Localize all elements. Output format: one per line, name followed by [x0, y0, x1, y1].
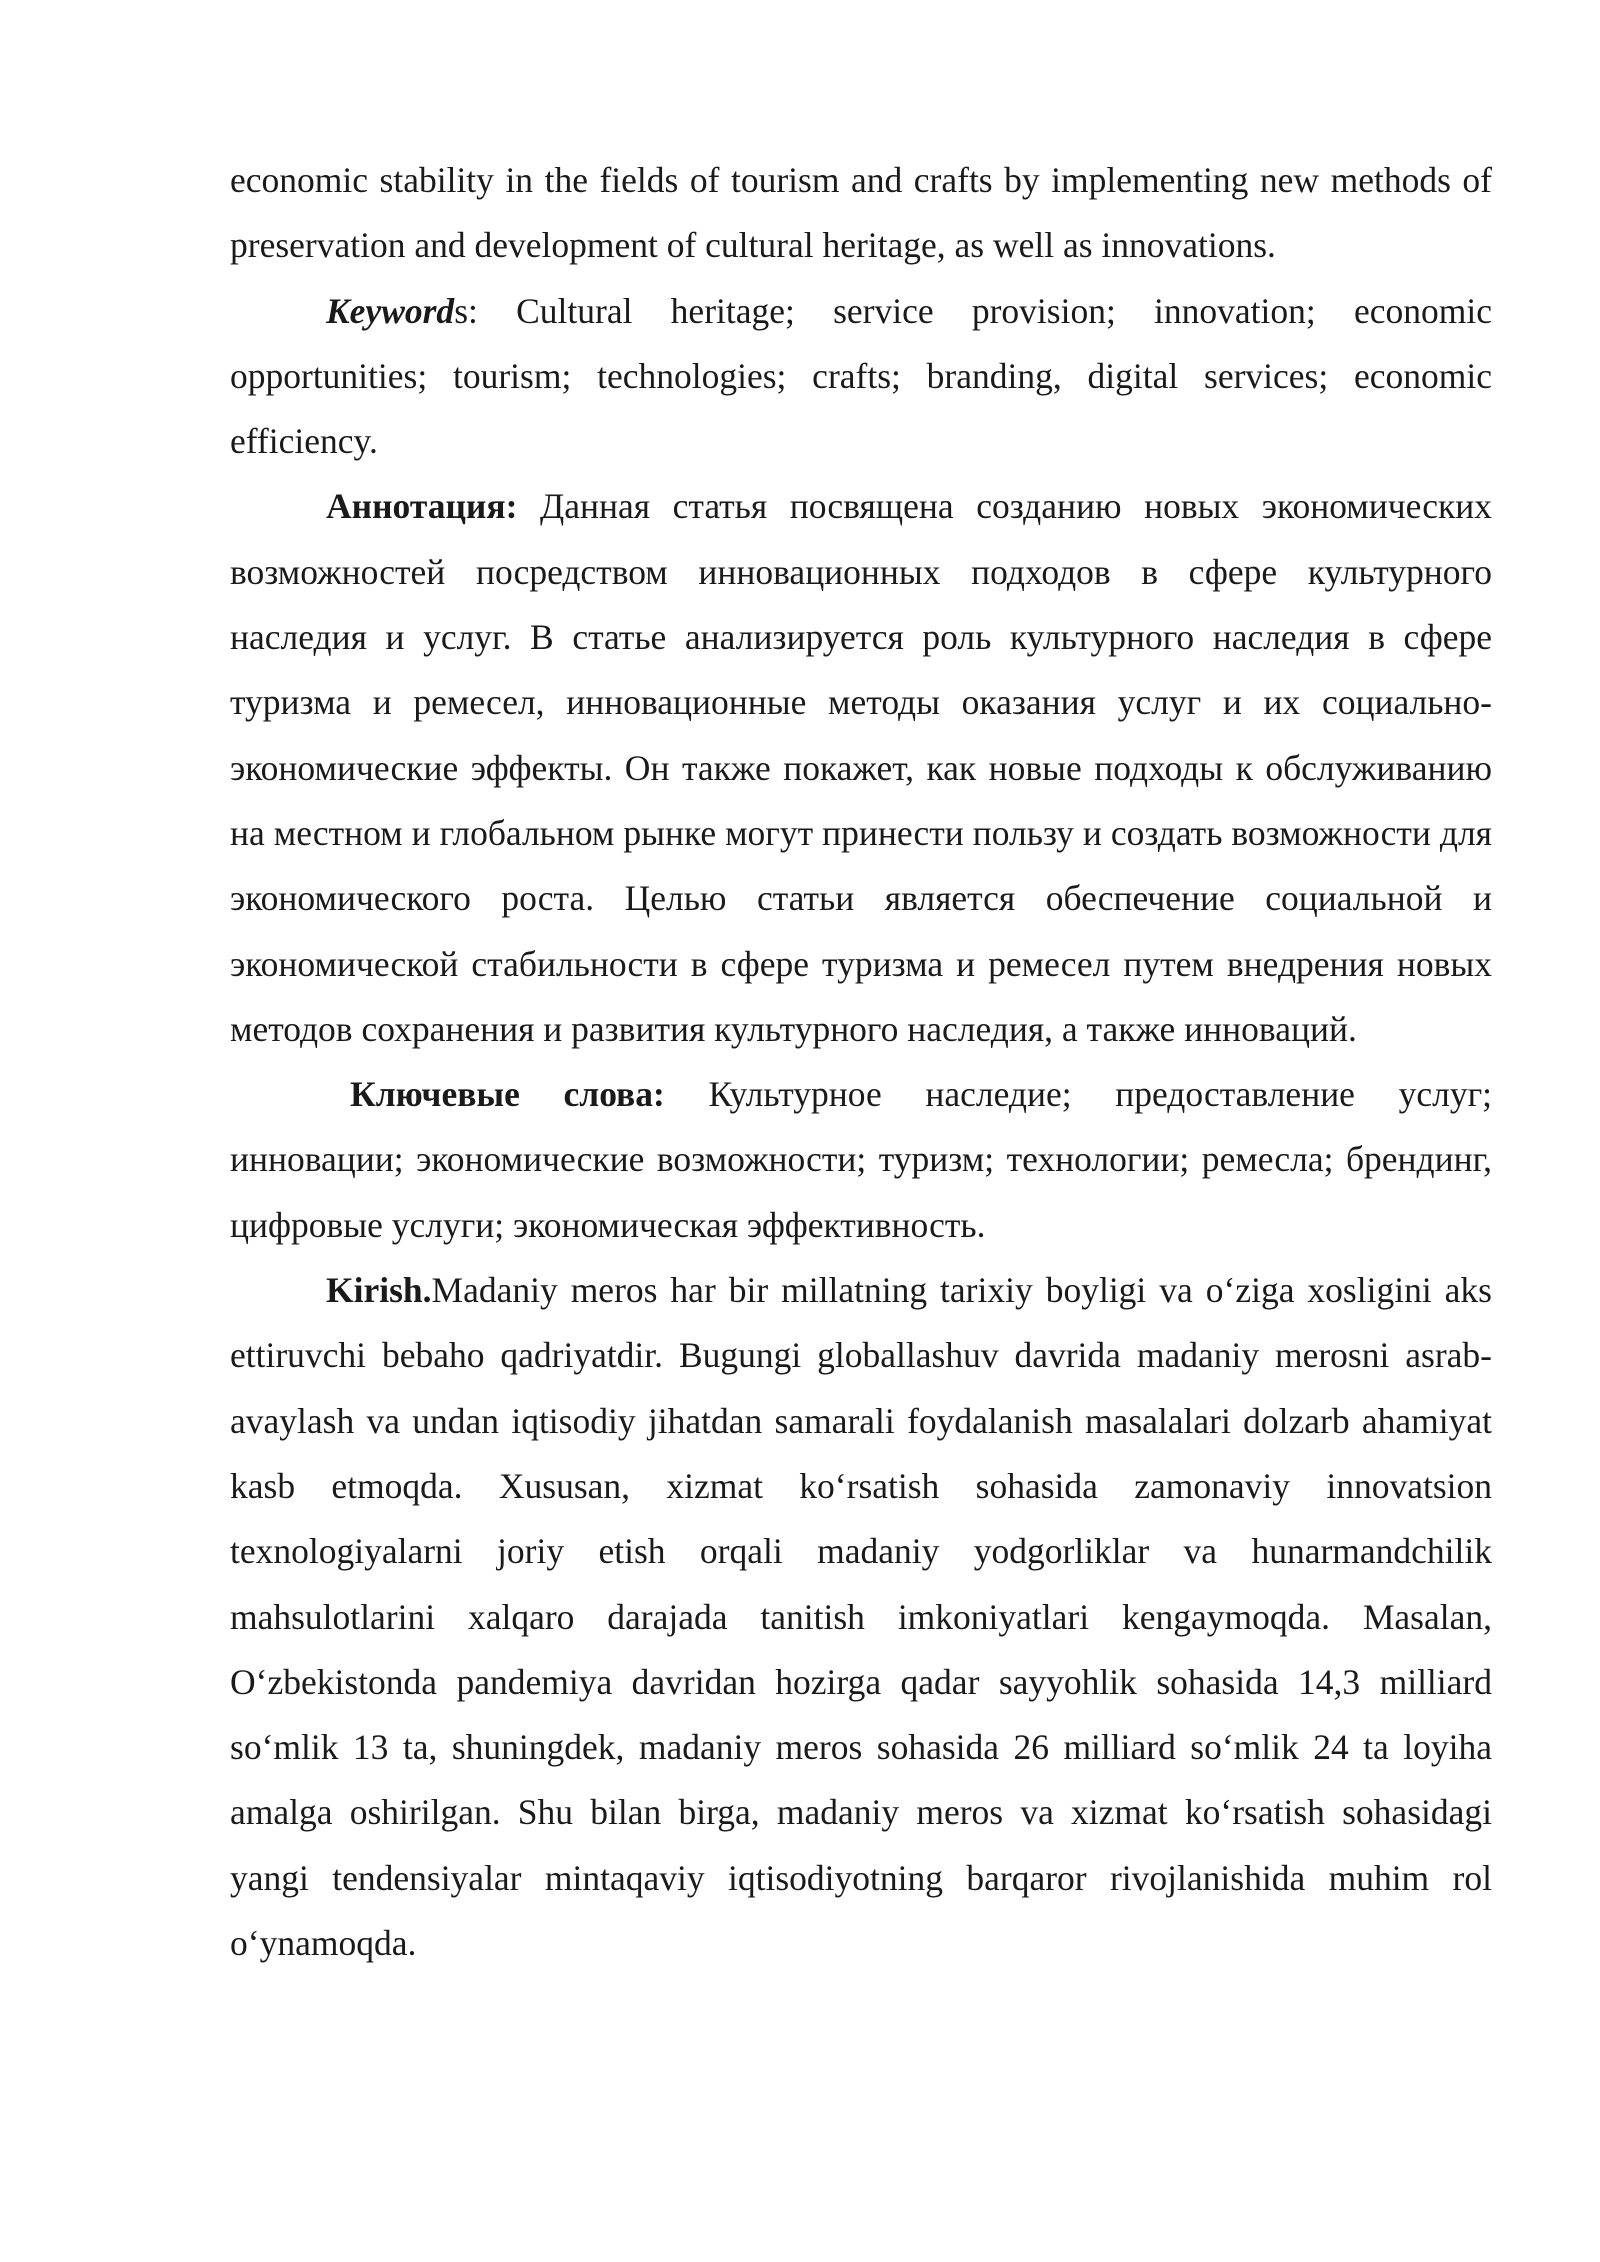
keywords-ru-label: Ключевые слова: [350, 1074, 665, 1115]
introduction-uz-text: Madaniy meros har bir millatning tarixiy boyligi va o‘ziga xosligini aks ettiruvchi bebaho qadriyatdir. Bugungi globallashuv davrida madaniy merosni asrab-avaylash va undan iqtisodiy jihatdan samarali foydalanish masalalari dolzarb ahamiyat kasb etmoqda. Xususan, xizmat ko‘rsatish sohasida zamonaviy innovatsion texnologiyalarni joriy etish orqali madaniy yodgorliklar va hunarmandchilik mahsulotlarini xalqaro darajada tanitish imkoniyatlari kengaymoqda. Masalan, O‘zbekistonda pandemiya davridan hozirga qadar sayyohlik sohasida 14,3 milliard so‘mlik 13 ta, shuningdek, madaniy meros sohasida 26 milliard so‘mlik 24 ta loyiha amalga oshirilgan. Shu bilan birga, madaniy meros va xizmat ko‘rsatish sohasidagi yangi tendensiyalar mintaqaviy iqtisodiyotning barqaror rivojlanishida muhim rol o‘ynamoqda. [230, 1270, 1492, 1964]
keywords-en-label-suffix: s: [454, 290, 478, 331]
abstract-en-tail-text: economic stability in the fields of tourism and crafts by implementing new methods of preservation and development of cultural heritage, as well as innovations. [230, 160, 1492, 266]
introduction-uz-label: Kirish. [326, 1270, 432, 1311]
keywords-ru-paragraph [230, 1062, 1492, 1258]
annotation-ru-paragraph [230, 474, 1492, 1062]
keywords-en-text: Cultural heritage; service provision; innovation; economic opportunities; tourism; technologies; crafts; branding, digital services; economic efficiency. [230, 290, 1492, 462]
annotation-ru-text: Данная статья посвящена созданию новых экономических возможностей посредством инновационных подходов в сфере культурного наследия и услуг. В статье анализируется роль культурного наследия в сфере туризма и ремесел, инновационные методы оказания услуг и их социально-экономические эффекты. Он также покажет, как новые подходы к обслуживанию на местном и глобальном рынке могут принести пользу и создать возможности для экономического роста. Целью статьи является обеспечение социальной и экономической стабильности в сфере туризма и ремесел путем внедрения новых методов сохранения и развития культурного наследия, а также инноваций. [230, 486, 1492, 1049]
introduction-uz-paragraph [230, 1258, 1492, 1976]
annotation-ru-label: Аннотация: [326, 486, 518, 527]
abstract-en-tail-paragraph [230, 148, 1492, 279]
body-text-column [230, 148, 1492, 1976]
keywords-en-label: Keyword [326, 290, 455, 331]
keywords-ru-text: Культурное наследие; предоставление услуг; инновации; экономические возможности; туризм; технологии; ремесла; брендинг, цифровые услуги; экономическая эффективность. [230, 1074, 1493, 1245]
keywords-en-paragraph [230, 279, 1492, 475]
